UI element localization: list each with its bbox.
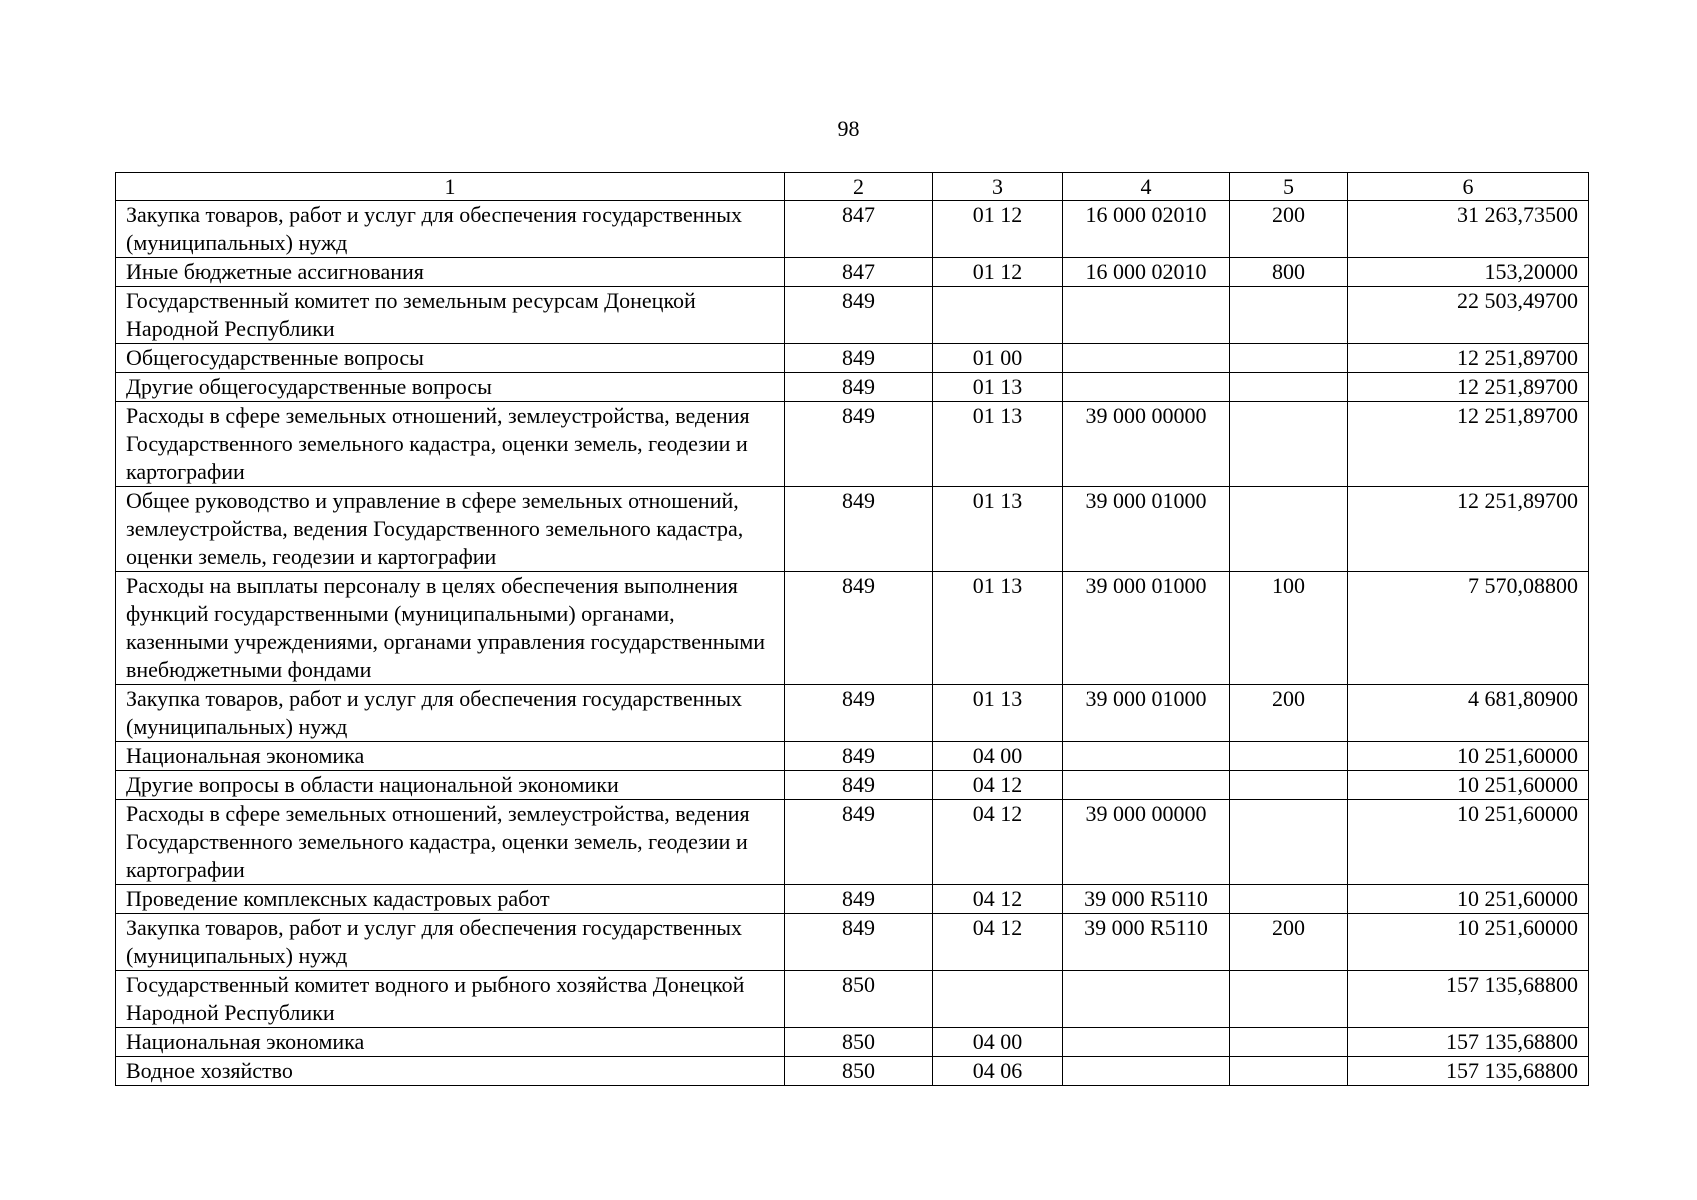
target-article-cell: 16 000 02010	[1063, 201, 1230, 258]
table-row	[116, 914, 1589, 971]
section-code-cell	[933, 971, 1063, 1028]
amount-cell: 10 251,60000	[1348, 914, 1589, 971]
item-name-cell: Закупка товаров, работ и услуг для обеспечения государственных (муниципальных) нужд	[116, 685, 785, 742]
department-code-cell: 849	[785, 287, 933, 344]
item-name-cell: Государственный комитет водного и рыбного хозяйства Донецкой Народной Республики	[116, 971, 785, 1028]
amount-cell: 12 251,89700	[1348, 373, 1589, 402]
amount-cell: 10 251,60000	[1348, 771, 1589, 800]
amount-cell: 157 135,68800	[1348, 1057, 1589, 1086]
item-name-cell: Расходы в сфере земельных отношений, землеустройства, ведения Государственного земельного кадастра, оценки земель, геодезии и картографии	[116, 402, 785, 487]
amount-cell: 12 251,89700	[1348, 344, 1589, 373]
column-header-5: 5	[1230, 173, 1348, 201]
item-name-cell: Национальная экономика	[116, 1028, 785, 1057]
department-code-cell: 849	[785, 402, 933, 487]
expense-type-cell	[1230, 344, 1348, 373]
table-row	[116, 771, 1589, 800]
header-row	[116, 173, 1589, 201]
table-row	[116, 344, 1589, 373]
expense-type-cell	[1230, 373, 1348, 402]
amount-cell: 7 570,08800	[1348, 572, 1589, 685]
section-code-cell: 01 12	[933, 201, 1063, 258]
section-code-cell: 01 12	[933, 258, 1063, 287]
expense-type-cell: 100	[1230, 572, 1348, 685]
item-name-cell: Проведение комплексных кадастровых работ	[116, 885, 785, 914]
expense-type-cell	[1230, 800, 1348, 885]
amount-cell: 153,20000	[1348, 258, 1589, 287]
amount-cell: 10 251,60000	[1348, 885, 1589, 914]
column-header-1: 1	[116, 173, 785, 201]
column-header-6: 6	[1348, 173, 1589, 201]
table-row	[116, 572, 1589, 685]
table-row	[116, 258, 1589, 287]
table-body	[116, 201, 1589, 1086]
table-row	[116, 1028, 1589, 1057]
section-code-cell: 04 12	[933, 885, 1063, 914]
department-code-cell: 849	[785, 742, 933, 771]
amount-cell: 10 251,60000	[1348, 800, 1589, 885]
target-article-cell: 39 000 01000	[1063, 487, 1230, 572]
department-code-cell: 849	[785, 771, 933, 800]
budget-table	[115, 172, 1589, 1086]
department-code-cell: 849	[785, 685, 933, 742]
item-name-cell: Закупка товаров, работ и услуг для обеспечения государственных (муниципальных) нужд	[116, 201, 785, 258]
amount-cell: 22 503,49700	[1348, 287, 1589, 344]
department-code-cell: 849	[785, 344, 933, 373]
department-code-cell: 849	[785, 487, 933, 572]
section-code-cell: 04 06	[933, 1057, 1063, 1086]
amount-cell: 12 251,89700	[1348, 487, 1589, 572]
table-row	[116, 201, 1589, 258]
item-name-cell: Общее руководство и управление в сфере земельных отношений, землеустройства, ведения Государственного земельного кадастра, оценки земель, геодезии и картографии	[116, 487, 785, 572]
expense-type-cell: 200	[1230, 685, 1348, 742]
item-name-cell: Закупка товаров, работ и услуг для обеспечения государственных (муниципальных) нужд	[116, 914, 785, 971]
column-header-4: 4	[1063, 173, 1230, 201]
table-row	[116, 287, 1589, 344]
page-number: 98	[837, 116, 860, 141]
item-name-cell: Расходы в сфере земельных отношений, землеустройства, ведения Государственного земельного кадастра, оценки земель, геодезии и картографии	[116, 800, 785, 885]
table-row	[116, 487, 1589, 572]
item-name-cell: Иные бюджетные ассигнования	[116, 258, 785, 287]
table-row	[116, 742, 1589, 771]
department-code-cell: 847	[785, 201, 933, 258]
target-article-cell	[1063, 742, 1230, 771]
item-name-cell: Общегосударственные вопросы	[116, 344, 785, 373]
target-article-cell	[1063, 771, 1230, 800]
table-row	[116, 402, 1589, 487]
section-code-cell: 01 13	[933, 572, 1063, 685]
section-code-cell: 04 00	[933, 1028, 1063, 1057]
expense-type-cell	[1230, 1057, 1348, 1086]
item-name-cell: Государственный комитет по земельным ресурсам Донецкой Народной Республики	[116, 287, 785, 344]
department-code-cell: 850	[785, 1057, 933, 1086]
department-code-cell: 849	[785, 914, 933, 971]
section-code-cell: 01 13	[933, 685, 1063, 742]
expense-type-cell: 200	[1230, 201, 1348, 258]
target-article-cell: 39 000 R5110	[1063, 914, 1230, 971]
target-article-cell: 16 000 02010	[1063, 258, 1230, 287]
expense-type-cell	[1230, 402, 1348, 487]
expense-type-cell	[1230, 771, 1348, 800]
target-article-cell: 39 000 00000	[1063, 800, 1230, 885]
section-code-cell: 01 13	[933, 487, 1063, 572]
target-article-cell: 39 000 01000	[1063, 572, 1230, 685]
expense-type-cell	[1230, 487, 1348, 572]
department-code-cell: 849	[785, 373, 933, 402]
target-article-cell	[1063, 971, 1230, 1028]
column-header-2: 2	[785, 173, 933, 201]
table-row	[116, 800, 1589, 885]
amount-cell: 31 263,73500	[1348, 201, 1589, 258]
amount-cell: 12 251,89700	[1348, 402, 1589, 487]
department-code-cell: 850	[785, 971, 933, 1028]
item-name-cell: Водное хозяйство	[116, 1057, 785, 1086]
department-code-cell: 847	[785, 258, 933, 287]
item-name-cell: Расходы на выплаты персоналу в целях обеспечения выполнения функций государственными (муниципальными) органами, казенными учреждениями, органами управления государственными внебюджетными фондами	[116, 572, 785, 685]
column-header-3: 3	[933, 173, 1063, 201]
amount-cell: 4 681,80900	[1348, 685, 1589, 742]
section-code-cell: 04 12	[933, 800, 1063, 885]
table-row	[116, 885, 1589, 914]
expense-type-cell: 800	[1230, 258, 1348, 287]
target-article-cell	[1063, 344, 1230, 373]
section-code-cell: 04 12	[933, 914, 1063, 971]
amount-cell: 157 135,68800	[1348, 1028, 1589, 1057]
section-code-cell: 04 00	[933, 742, 1063, 771]
item-name-cell: Другие общегосударственные вопросы	[116, 373, 785, 402]
expense-type-cell	[1230, 971, 1348, 1028]
target-article-cell	[1063, 287, 1230, 344]
expense-type-cell	[1230, 1028, 1348, 1057]
department-code-cell: 850	[785, 1028, 933, 1057]
table-row	[116, 1057, 1589, 1086]
item-name-cell: Национальная экономика	[116, 742, 785, 771]
target-article-cell	[1063, 373, 1230, 402]
target-article-cell	[1063, 1028, 1230, 1057]
department-code-cell: 849	[785, 800, 933, 885]
section-code-cell: 04 12	[933, 771, 1063, 800]
table-row	[116, 685, 1589, 742]
department-code-cell: 849	[785, 885, 933, 914]
table-row	[116, 373, 1589, 402]
section-code-cell: 01 13	[933, 402, 1063, 487]
section-code-cell: 01 00	[933, 344, 1063, 373]
amount-cell: 10 251,60000	[1348, 742, 1589, 771]
target-article-cell: 39 000 R5110	[1063, 885, 1230, 914]
department-code-cell: 849	[785, 572, 933, 685]
target-article-cell: 39 000 01000	[1063, 685, 1230, 742]
item-name-cell: Другие вопросы в области национальной экономики	[116, 771, 785, 800]
expense-type-cell	[1230, 742, 1348, 771]
table-row	[116, 971, 1589, 1028]
section-code-cell: 01 13	[933, 373, 1063, 402]
target-article-cell	[1063, 1057, 1230, 1086]
expense-type-cell	[1230, 287, 1348, 344]
expense-type-cell: 200	[1230, 914, 1348, 971]
target-article-cell: 39 000 00000	[1063, 402, 1230, 487]
expense-type-cell	[1230, 885, 1348, 914]
amount-cell: 157 135,68800	[1348, 971, 1589, 1028]
section-code-cell	[933, 287, 1063, 344]
